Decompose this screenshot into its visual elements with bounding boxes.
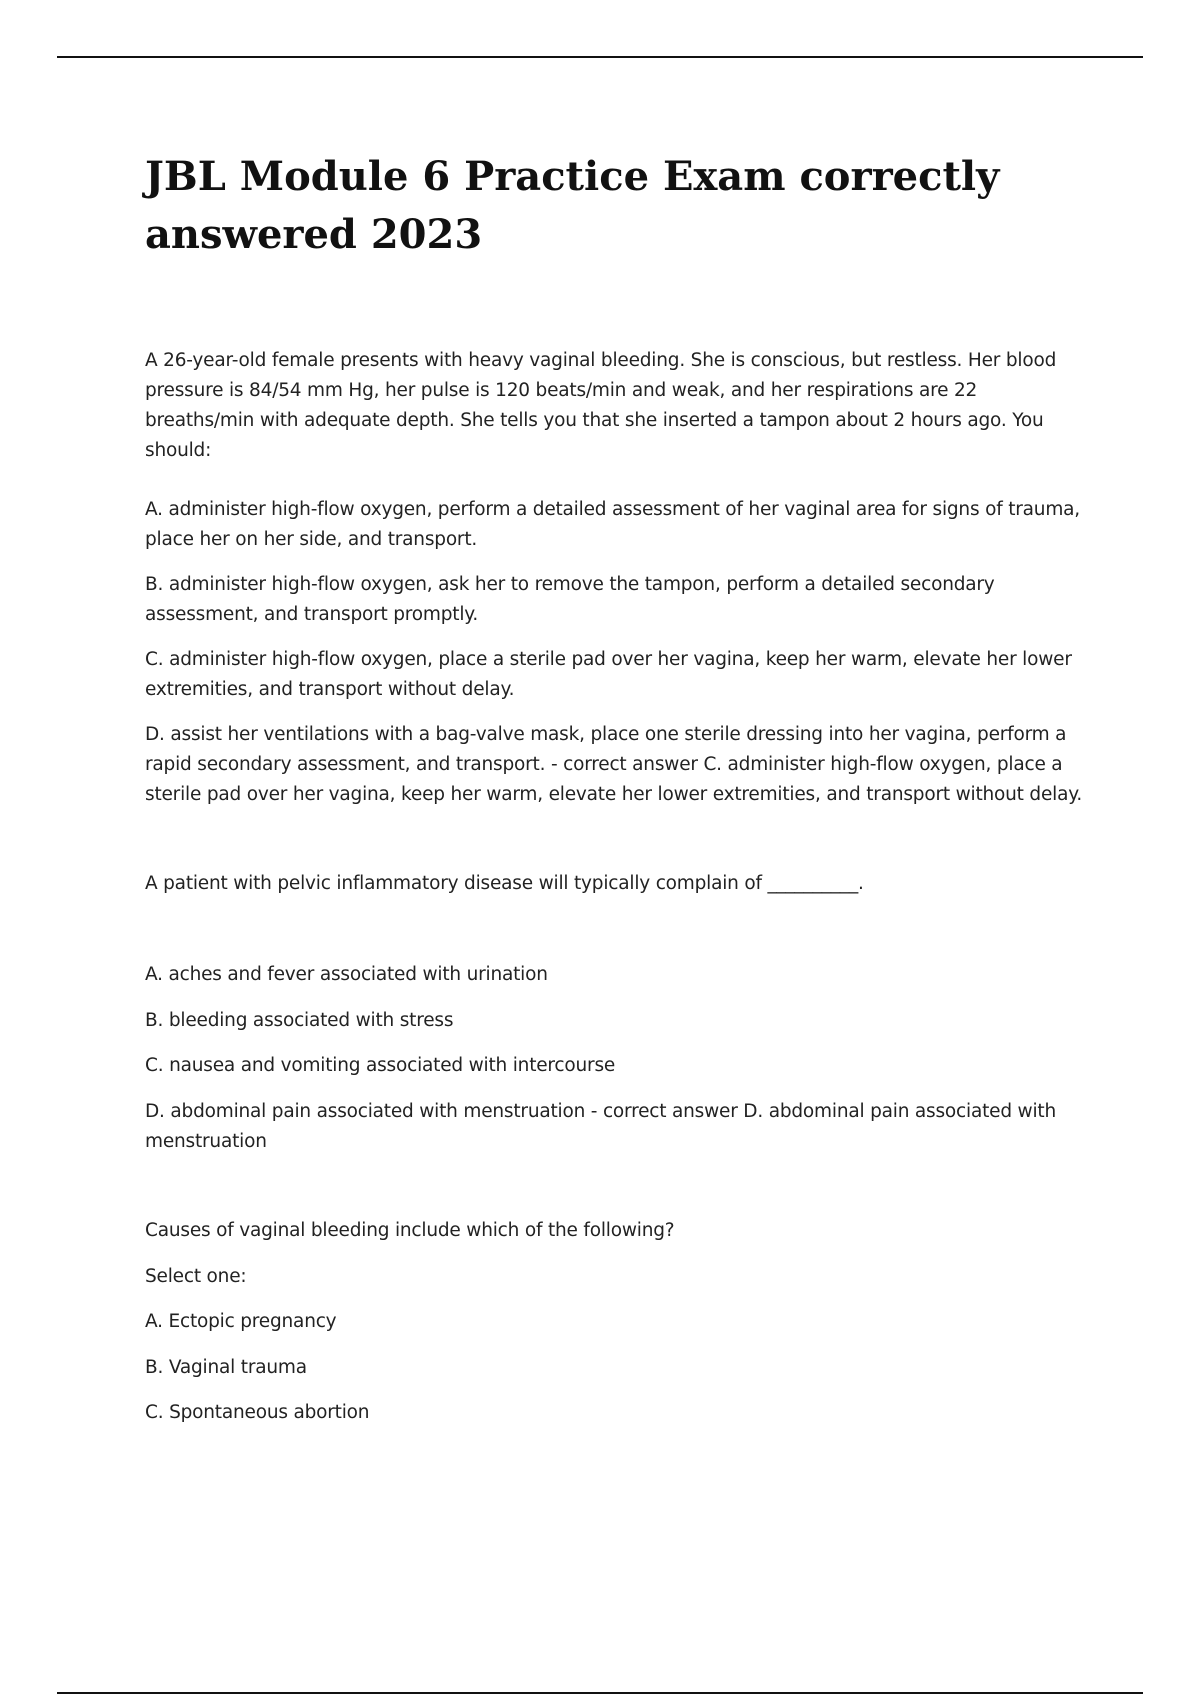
question-1-stem: A 26-year-old female presents with heavy vaginal bleeding. She is conscious, but restless. Her blood pressure is 84/54 mm Hg, her pulse is 120 beats/min and weak, and her respirations are 22 breaths/min with adequate depth. She tells you that she inserted a tampon about 2 hours ago. You should: <box>145 350 1057 461</box>
question-1-option-b: B. administer high-flow oxygen, ask her to remove the tampon, perform a detailed secondary assessment, and transport promptly. <box>145 574 995 625</box>
top-rule <box>57 56 1143 58</box>
question-3-option-c: C. Spontaneous abortion <box>145 1402 370 1423</box>
question-2-option-d-with-answer: D. abdominal pain associated with menstruation - correct answer D. abdominal pain associated with menstruation <box>145 1101 1057 1152</box>
question-2-option-b: B. bleeding associated with stress <box>145 1010 454 1031</box>
question-1-option-c: C. administer high-flow oxygen, place a sterile pad over her vagina, keep her warm, elevate her lower extremities, and transport without delay. <box>145 649 1072 700</box>
question-1-option-a: A. administer high-flow oxygen, perform a detailed assessment of her vaginal area for signs of trauma, place her on her side, and transport. <box>145 499 1080 550</box>
bottom-rule <box>57 1692 1143 1694</box>
question-2-option-c: C. nausea and vomiting associated with intercourse <box>145 1055 616 1076</box>
question-2-stem: A patient with pelvic inflammatory disease will typically complain of __________. <box>145 873 864 894</box>
question-1-option-d-with-answer: D. assist her ventilations with a bag-valve mask, place one sterile dressing into her vagina, perform a rapid secondary assessment, and transport. - correct answer C. administer high-flow oxygen, place a sterile pad over her vagina, keep her warm, elevate her lower extremities, and transport without delay. <box>145 724 1083 805</box>
question-3-prompt: Select one: <box>145 1266 247 1287</box>
question-3-stem: Causes of vaginal bleeding include which of the following? <box>145 1220 675 1241</box>
question-2-option-a: A. aches and fever associated with urination <box>145 964 548 985</box>
document-title: JBL Module 6 Practice Exam correctly answered 2023 <box>145 153 1000 258</box>
question-3-option-b: B. Vaginal trauma <box>145 1357 307 1378</box>
question-3-option-a: A. Ectopic pregnancy <box>145 1311 337 1332</box>
